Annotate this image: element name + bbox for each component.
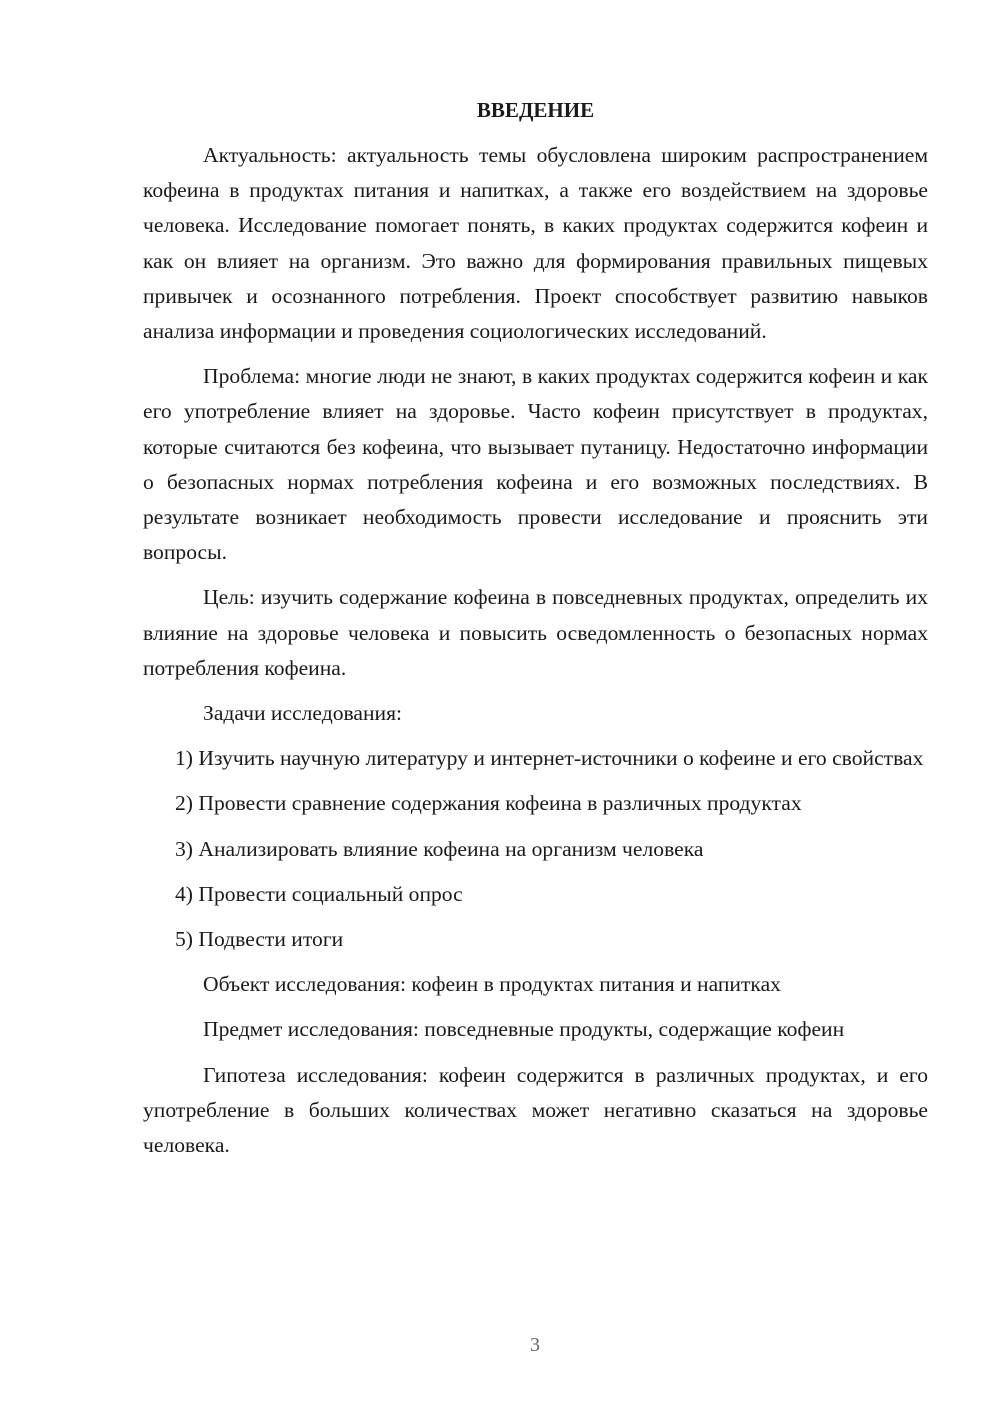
task-item: 3) Анализировать влияние кофеина на организм человека [175, 836, 704, 861]
paragraph-object: Объект исследования: кофеин в продуктах питания и напитках [203, 972, 781, 997]
paragraph-relevance: Актуальность: актуальность темы обусловлена широким распространением кофеина в продуктах питания и напитках, а также его воздействием на здоровье человека. Исследование помогает понять, в каких продуктах содержится кофеин и как он влияет на организм. Это важно для формирования правильных пищевых привычек и осознанного потребления. Проект способствует развитию навыков анализа информации и проведения социологических исследований. [143, 143, 928, 344]
tasks-list [143, 741, 928, 957]
task-item: 4) Провести социальный опрос [175, 881, 463, 906]
section-heading: ВВЕДЕНИЕ [476, 98, 595, 122]
paragraph-subject: Предмет исследования: повседневные продукты, содержащие кофеин [203, 1017, 845, 1042]
task-item: 2) Провести сравнение содержания кофеина в различных продуктах [175, 791, 802, 816]
paragraph-hypothesis: Гипотеза исследования: кофеин содержится в различных продуктах, и его употребление в больших количествах может негативно сказаться на здоровье человека. [143, 1062, 928, 1158]
tasks-heading: Задачи исследования: [203, 701, 403, 726]
paragraph-goal: Цель: изучить содержание кофеина в повседневных продуктах, определить их влияние на здоровье человека и повысить осведомленность о безопасных нормах потребления кофеина. [143, 585, 928, 680]
document-page [143, 96, 928, 1173]
paragraph-problem: Проблема: многие люди не знают, в каких продуктах содержится кофеин и как его употребление влияет на здоровье. Часто кофеин присутствует в продуктах, которые считаются без кофеина, что вызывает путаницу. Недостаточно информации о безопасных нормах потребления кофеина и его возможных последствиях. В результате возникает необходимость провести исследование и прояснить эти вопросы. [143, 364, 928, 565]
task-item: 5) Подвести итоги [175, 927, 344, 952]
task-item: 1) Изучить научную литературу и интернет-источники о кофеине и его свойствах [175, 746, 924, 771]
page-number: 3 [530, 1334, 540, 1356]
